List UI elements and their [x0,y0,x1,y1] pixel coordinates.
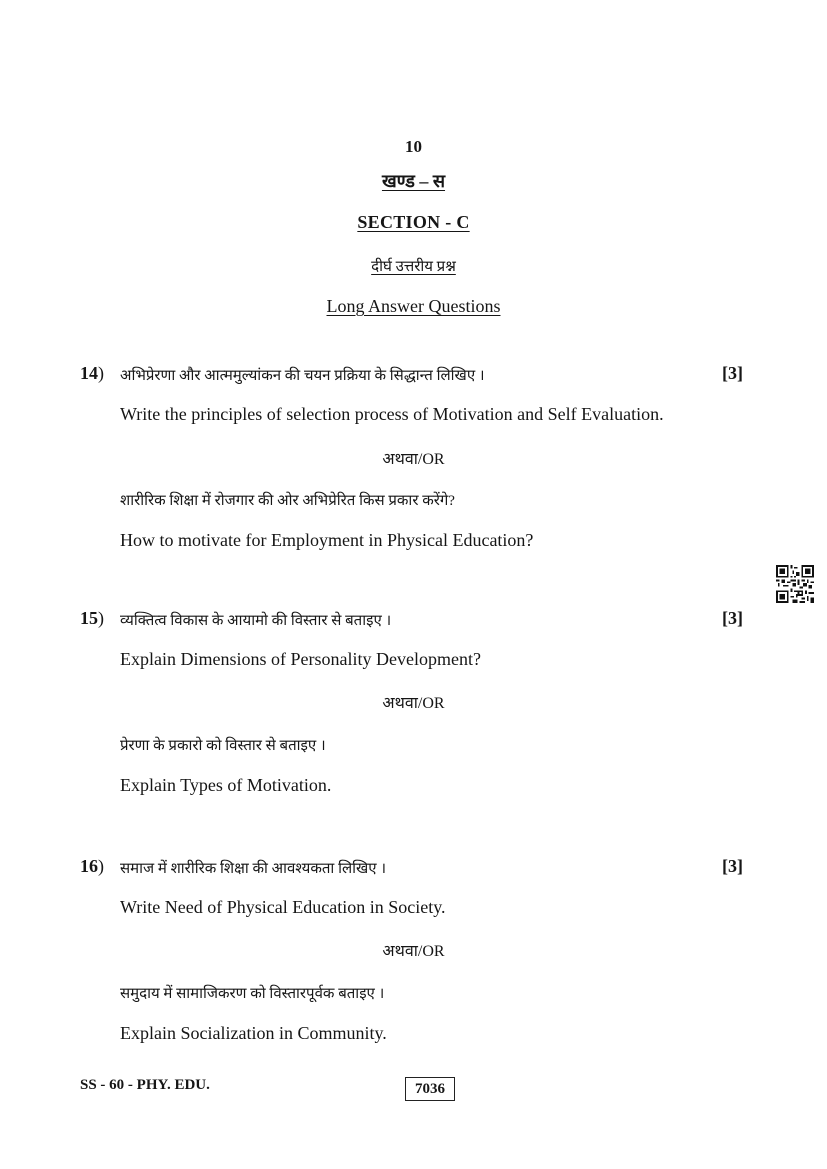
question-15-alt-hindi: प्रेरणा के प्रकारो को विस्तार से बताइए । [120,738,326,754]
question-16-hindi: समाज में शारीरिक शिक्षा की आवश्यकता लिखिए । [120,861,387,877]
page-number: 10 [405,137,422,156]
section-heading-english: SECTION - C [357,212,470,232]
footer-subject-code: SS - 60 - PHY. EDU. [80,1077,210,1093]
question-16-alt-english: Explain Socialization in Community. [120,1023,387,1043]
question-number-15: 15) [80,608,104,628]
or-separator-14: अथवा/OR [382,451,445,468]
question-15-hindi: व्यक्तित्व विकास के आयामो की विस्तार से बताइए । [120,613,392,629]
or-separator-15: अथवा/OR [382,695,445,712]
subtitle-english: Long Answer Questions [326,296,501,316]
question-15-alt-english: Explain Types of Motivation. [120,775,332,795]
question-14-alt-english: How to motivate for Employment in Physical Education? [120,530,534,550]
question-14-alt-hindi: शारीरिक शिक्षा में रोजगार की ओर अभिप्रेरित किस प्रकार करेंगे? [120,493,455,509]
section-heading-hindi: खण्ड – स [381,171,446,191]
footer-paper-code: 7036 [405,1077,455,1101]
question-number-14: 14) [80,363,104,383]
qr-code-icon [776,565,814,603]
subtitle-hindi: दीर्घ उत्तरीय प्रश्न [371,259,456,275]
question-15-marks: [3] [722,608,743,628]
question-14-hindi: अभिप्रेरणा और आत्ममुल्यांकन की चयन प्रक्रिया के सिद्धान्त लिखिए । [120,368,485,384]
question-number-16: 16) [80,856,104,876]
question-14-english: Write the principles of selection process of Motivation and Self Evaluation. [120,404,664,424]
question-14-marks: [3] [722,363,743,383]
or-separator-16: अथवा/OR [382,943,445,960]
question-16-english: Write Need of Physical Education in Society. [120,897,446,917]
question-16-alt-hindi: समुदाय में सामाजिकरण को विस्तारपूर्वक बताइए । [120,986,385,1002]
question-16-marks: [3] [722,856,743,876]
question-15-english: Explain Dimensions of Personality Development? [120,649,481,669]
